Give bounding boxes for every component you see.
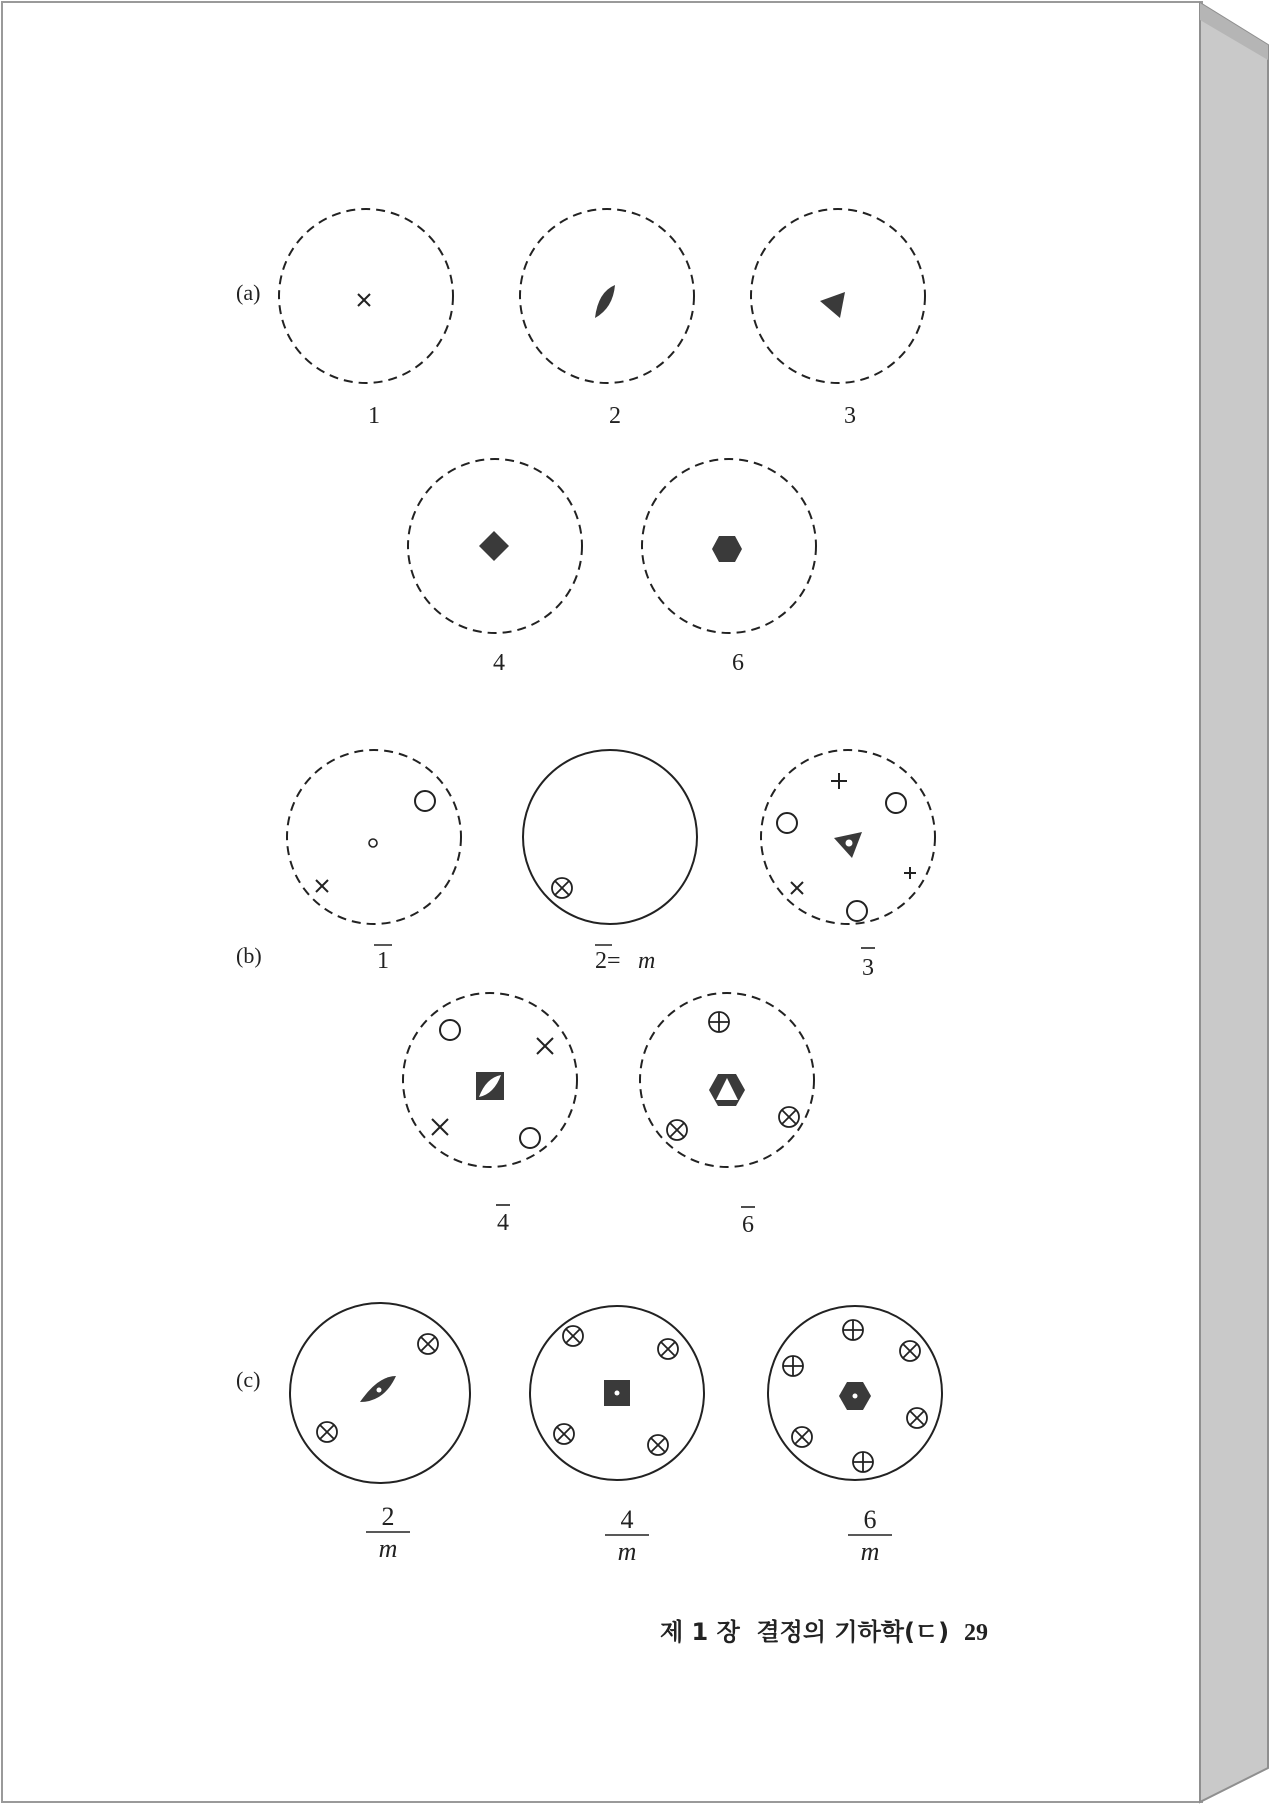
caption-1: 1 bbox=[368, 403, 380, 429]
caption-4-bar: 4 bbox=[497, 1210, 509, 1236]
caption-2-bar: 2= bbox=[595, 948, 621, 974]
caption-2: 2 bbox=[609, 403, 621, 429]
caption-3-bar: 3 bbox=[862, 955, 874, 981]
page-border bbox=[2, 2, 1202, 1802]
book-edge bbox=[1200, 3, 1268, 1802]
caption-m: m bbox=[638, 948, 656, 974]
caption-6: 6 bbox=[732, 650, 744, 676]
fraction-denominator: m bbox=[378, 1534, 398, 1563]
fourfold-axis-with-mirror-icon bbox=[604, 1380, 630, 1406]
section-label-b: (b) bbox=[236, 943, 262, 968]
page-number: 29 bbox=[964, 1620, 988, 1646]
fraction-denominator: m bbox=[860, 1537, 880, 1566]
circle-cross-icon bbox=[843, 1320, 863, 1340]
section-label-a: (a) bbox=[236, 280, 261, 305]
fraction-numerator: 6 bbox=[863, 1505, 877, 1534]
caption-4: 4 bbox=[493, 650, 505, 676]
inversion-center-icon bbox=[846, 840, 853, 847]
caption-1-bar: 1 bbox=[377, 948, 389, 974]
section-label-c: (c) bbox=[236, 1367, 261, 1392]
fraction-denominator: m bbox=[617, 1537, 637, 1566]
circle-cross-icon bbox=[783, 1356, 803, 1376]
circle-cross-icon bbox=[853, 1452, 873, 1472]
caption-6-bar: 6 bbox=[742, 1212, 754, 1238]
circle-cross-icon bbox=[709, 1012, 729, 1032]
fraction-numerator: 4 bbox=[620, 1505, 634, 1534]
fourfold-inversion-axis-icon bbox=[476, 1072, 504, 1100]
caption-3: 3 bbox=[844, 403, 856, 429]
fraction-numerator: 2 bbox=[381, 1502, 395, 1531]
running-head: 제 1 장 결정의 기하학(ㄷ) bbox=[660, 1618, 950, 1646]
